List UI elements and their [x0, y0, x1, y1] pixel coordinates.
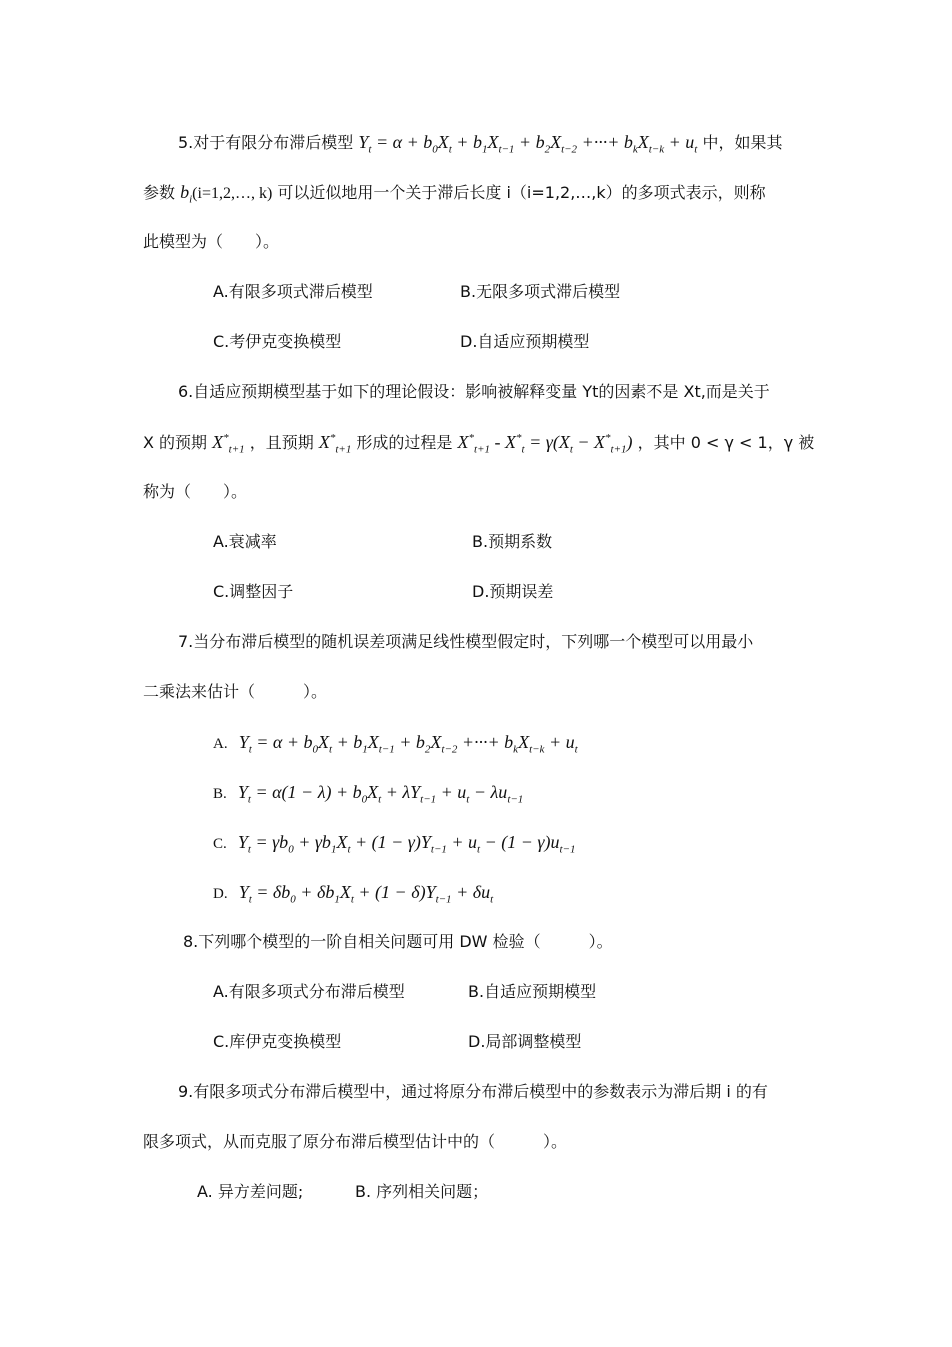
q7-option-d-label: D.	[213, 886, 228, 902]
q7-option-a-label: A.	[213, 736, 228, 752]
q6-line2-a: X 的预期	[143, 433, 208, 452]
q9-line-1: 9.有限多项式分布滞后模型中，通过将原分布滞后模型中的参数表示为滞后期 i 的有	[178, 1082, 768, 1101]
q7-option-c	[213, 830, 575, 854]
q6-line-2	[143, 430, 814, 454]
q5-option-c: C.考伊克变换模型	[213, 332, 342, 351]
q5-line2-b: 可以近似地用一个关于滞后长度 i（i=1,2,…,k）的多项式表示，则称	[277, 183, 766, 202]
q8-option-c: C.库伊克变换模型	[213, 1032, 342, 1051]
q7-option-d	[213, 880, 493, 904]
q5-formula: $Y_t = \alpha + b_0X_t + b_1X_{t-1} + b_2X_{t-2}$ +···+ $b_kX_{t-k} + u_t$	[358, 132, 698, 156]
q9-option-b: B. 序列相关问题；	[355, 1182, 489, 1201]
q6-line2-b: ，且预期	[249, 433, 314, 452]
q5-line-2	[143, 180, 766, 204]
q6-option-c: C.调整因子	[213, 582, 294, 601]
q9-line-2: 限多项式，从而克服了原分布滞后模型估计中的（ ）。	[143, 1132, 568, 1151]
q6-expect-2: $X^*_{t+1}$	[318, 432, 352, 456]
q6-line2-d: ，其中 0 < γ < 1，γ 被	[637, 433, 815, 452]
q5-intro-tail: 中，如果其	[702, 133, 783, 152]
q6-line2-c: 形成的过程是	[356, 433, 453, 452]
q7-option-a	[213, 730, 578, 754]
q8-option-b: B.自适应预期模型	[468, 982, 597, 1001]
q7-line-2: 二乘法来估计（ ）。	[143, 682, 328, 701]
q5-option-a: A.有限多项式滞后模型	[213, 282, 373, 301]
q7-option-b-label: B.	[213, 786, 227, 802]
q8-option-a: A.有限多项式分布滞后模型	[213, 982, 405, 1001]
q6-expect-1: $X^*_{t+1}$	[212, 432, 245, 456]
q6-line-3: 称为（ ）。	[143, 482, 248, 501]
q5-param: $b_i(i=1,2,\dots$, k)	[180, 182, 273, 206]
q7-option-c-formula: $Y_t = \gamma b_0 + \gamma b_1X_t + (1 - \gamma)Y_{t-1} + u_t - (1 - \gamma)u_{t-1}$	[237, 832, 576, 856]
q5-intro: 5.对于有限分布滞后模型	[178, 133, 354, 152]
q6-option-b: B.预期系数	[472, 532, 553, 551]
q5-line-1	[178, 130, 782, 154]
q5-line2-a: 参数	[143, 183, 176, 202]
q6-option-d: D.预期误差	[472, 582, 554, 601]
q6-option-a: A.衰减率	[213, 532, 277, 551]
q7-option-c-label: C.	[213, 836, 227, 852]
q8-line-1: 8.下列哪个模型的一阶自相关问题可用 DW 检验（ ）。	[183, 932, 613, 951]
q7-option-b-formula: $Y_t = \alpha(1 - \lambda) + b_0X_t + \lambda Y_{t-1} + u_t - \lambda u_{t-1}$	[237, 782, 524, 806]
q7-option-b	[213, 780, 523, 804]
q5-option-d: D.自适应预期模型	[460, 332, 590, 351]
q8-option-d: D.局部调整模型	[468, 1032, 582, 1051]
q7-option-d-formula: $Y_t = \delta b_0 + \delta b_1X_t + (1 - \delta)Y_{t-1} + \delta u_t$	[238, 882, 494, 906]
q5-line-3: 此模型为（ ）。	[143, 232, 280, 251]
q6-line-1: 6.自适应预期模型基于如下的理论假设：影响被解释变量 Yt的因素不是 Xt,而是关于	[178, 382, 770, 401]
q9-option-a: A. 异方差问题;	[197, 1182, 304, 1201]
q6-formula: $X^*_{t+1} - X^*_t = \gamma(X_t - X^*_{t+1})$	[457, 432, 633, 456]
q5-option-b: B.无限多项式滞后模型	[460, 282, 621, 301]
q7-option-a-formula: $Y_t = \alpha + b_0X_t + b_1X_{t-1} + b_2X_{t-2}$ +···+ $b_kX_{t-k} + u_t$	[238, 732, 578, 756]
q7-line-1: 7.当分布滞后模型的随机误差项满足线性模型假定时，下列哪一个模型可以用最小	[178, 632, 754, 651]
